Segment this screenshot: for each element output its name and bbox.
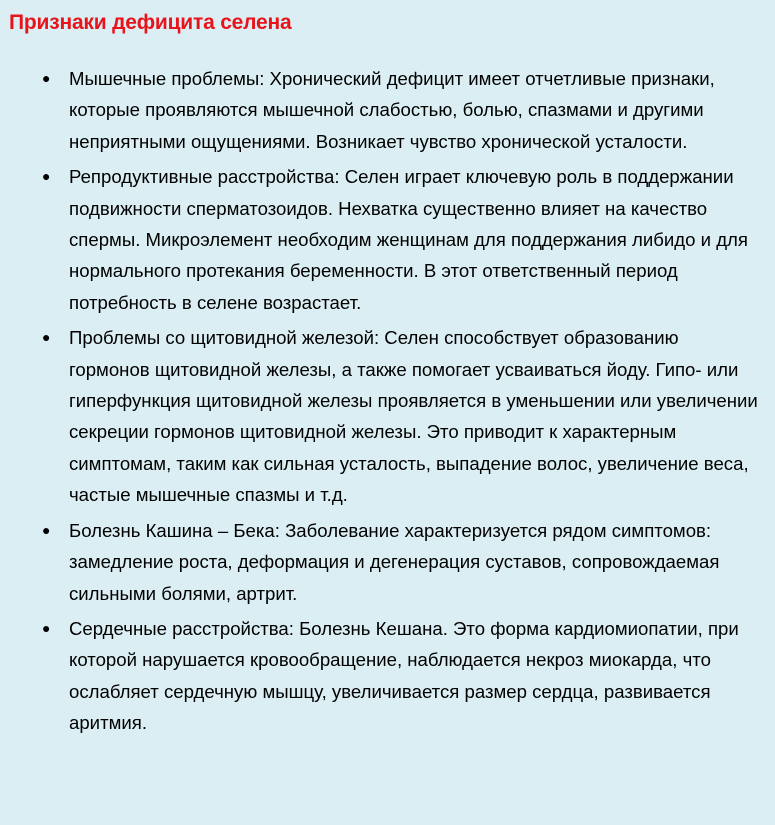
bullet-icon: ●	[42, 619, 51, 636]
page-title: Признаки дефицита селена	[9, 11, 292, 34]
list-item-text: Репродуктивные расстройства: Селен играет ключевую роль в поддержании подвижности сперматозоидов. Нехватка существенно влияет на качество спермы. Микроэлемент необходим женщинам для поддержания либидо и для нормального протекания беременности. В этот ответственный период потребность в селене возрастает.	[69, 166, 748, 313]
list-item	[9, 515, 775, 609]
list-item-text: Болезнь Кашина – Бека: Заболевание характеризуется рядом симптомов: замедление роста, деформация и дегенерация суставов, сопровождаемая сильными болями, артрит.	[69, 519, 720, 604]
list-item-text: Сердечные расстройства: Болезнь Кешана. Это форма кардиомиопатии, при которой нарушается кровообращение, наблюдается некроз миокарда, что ослабляет сердечную мышцу, увеличивается размер сердца, развивается аритмия.	[69, 617, 739, 734]
list-item	[9, 161, 775, 318]
list-item-text: Проблемы со щитовидной железой: Селен способствует образованию гормонов щитовидной железы, а также помогает усваиваться йоду. Гипо- или гиперфункция щитовидной железы проявляется в уменьшении или увеличении секреции гормонов щитовидной железы. Это приводит к характерным симптомам, таким как сильная усталость, выпадение волос, увеличение веса, частые мышечные спазмы и т.д.	[69, 327, 758, 506]
bullet-icon: ●	[42, 70, 51, 86]
bullet-icon: ●	[42, 521, 51, 538]
list-item-text: Мышечные проблемы: Хронический дефицит имеет отчетливые признаки, которые проявляются мышечной слабостью, болью, спазмами и другими неприятными ощущениями. Возникает чувство хронической усталости.	[69, 68, 715, 152]
bullet-icon: ●	[42, 168, 51, 185]
list-item	[9, 322, 775, 510]
list-item	[9, 63, 775, 157]
list-item	[9, 613, 775, 739]
symptom-list	[9, 63, 775, 739]
bullet-icon: ●	[42, 329, 51, 346]
